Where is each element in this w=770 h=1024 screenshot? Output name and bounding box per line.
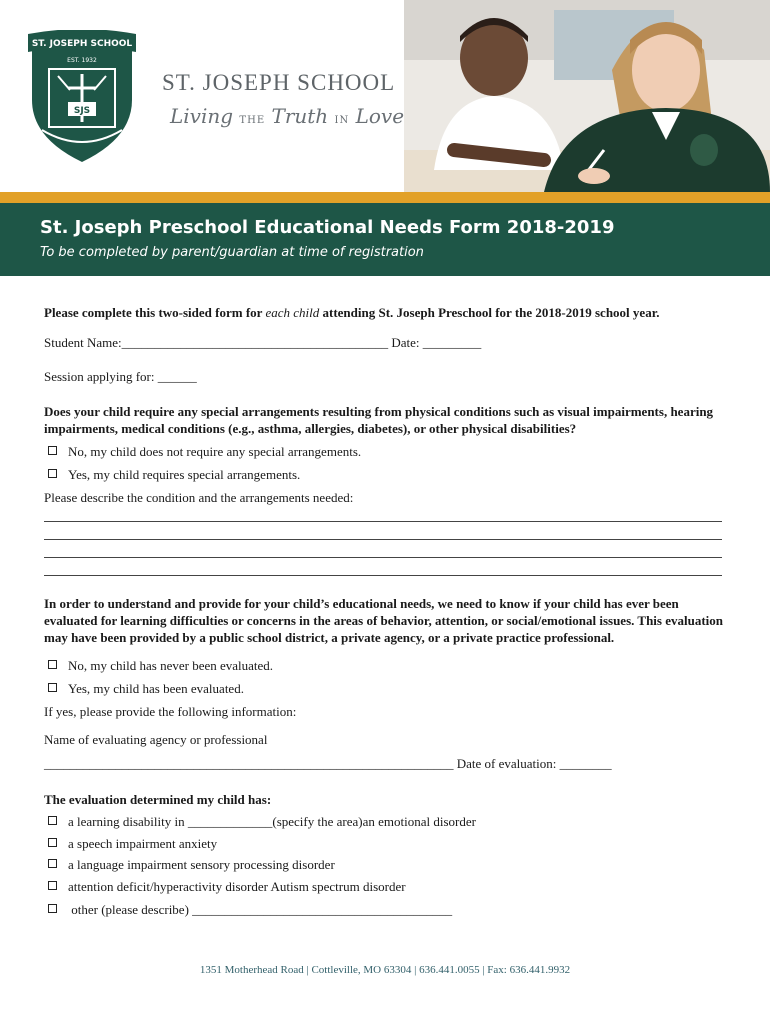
- intro-emphasis: each child: [265, 305, 320, 320]
- intro-text: [44, 305, 660, 321]
- header: [0, 0, 770, 192]
- motto-word-3: Truth: [271, 104, 329, 128]
- checkbox[interactable]: [48, 881, 57, 890]
- motto-word-2: THE: [239, 115, 266, 126]
- crest-monogram: SJS: [73, 106, 91, 116]
- answer-line-1[interactable]: [44, 521, 722, 522]
- checkbox[interactable]: [48, 683, 57, 692]
- option-never-evaluated[interactable]: [48, 658, 273, 674]
- motto-word-4: IN: [334, 115, 350, 126]
- agency-date-field[interactable]: _______________________________________________________________ Date of evaluation: ________: [44, 756, 612, 771]
- option-speech-impairment[interactable]: [48, 836, 217, 852]
- option-label: Yes, my child requires special arrangements.: [68, 467, 301, 482]
- orange-accent-bar: [0, 192, 770, 203]
- answer-line-2[interactable]: [44, 539, 722, 540]
- option-label: a speech impairment anxiety: [68, 836, 218, 851]
- question-physical-conditions: Does your child require any special arrangements resulting from physical conditions such as visual impairments, hearing impairments, medical conditions (e.g., asthma, allergies, diabetes), or other physical disabilities?: [44, 404, 714, 436]
- intro-part-1: Please complete this two-sided form for: [44, 305, 266, 320]
- school-motto: [170, 104, 404, 128]
- students-photo: [404, 0, 770, 192]
- checkbox[interactable]: [48, 859, 57, 868]
- option-yes-arrangements[interactable]: [48, 467, 300, 483]
- session-field[interactable]: Session applying for: ______: [44, 369, 197, 384]
- school-name: ST. JOSEPH SCHOOL: [162, 70, 396, 95]
- intro-part-2: attending St. Joseph Preschool for the 2018-2019 school year.: [319, 305, 660, 320]
- option-label: No, my child has never been evaluated.: [68, 658, 274, 673]
- if-yes-text: If yes, please provide the following information:: [44, 704, 297, 719]
- motto-word-1: Living: [170, 104, 234, 128]
- checkbox[interactable]: [48, 816, 57, 825]
- title-band: [0, 203, 770, 276]
- option-other[interactable]: [48, 902, 452, 918]
- option-label: a learning disability in _____________(specify the area)an emotional disorder: [68, 814, 476, 829]
- determined-heading: The evaluation determined my child has:: [44, 792, 272, 807]
- option-has-been-evaluated[interactable]: [48, 681, 244, 697]
- option-language-impairment[interactable]: [48, 857, 335, 873]
- answer-line-3[interactable]: [44, 557, 722, 558]
- option-label: other (please describe) ________________________________________: [68, 902, 453, 917]
- option-no-arrangements[interactable]: [48, 444, 361, 460]
- answer-line-4[interactable]: [44, 575, 722, 576]
- form-title: St. Joseph Preschool Educational Needs Form 2018-2019: [40, 217, 615, 238]
- option-label: attention deficit/hyperactivity disorder Autism spectrum disorder: [68, 879, 406, 894]
- option-label: a language impairment sensory processing disorder: [68, 857, 335, 872]
- checkbox[interactable]: [48, 469, 57, 478]
- checkbox[interactable]: [48, 660, 57, 669]
- form-subtitle: To be completed by parent/guardian at time of registration: [40, 245, 424, 260]
- describe-prompt: Please describe the condition and the arrangements needed:: [44, 490, 354, 505]
- crest-est-text: EST. 1932: [67, 57, 97, 64]
- agency-label: Name of evaluating agency or professional: [44, 732, 268, 747]
- option-adhd[interactable]: [48, 879, 406, 895]
- question-evaluation: In order to understand and provide for your child’s educational needs, we need to know if your child has ever been evaluated for learning difficulties or concerns in the areas of behavior, attention, or social/emotional issues. This evaluation may have been provided by a public school district, a private agency, or a private practice professional.: [44, 596, 724, 645]
- option-label: No, my child does not require any special arrangements.: [68, 444, 362, 459]
- checkbox[interactable]: [48, 904, 57, 913]
- motto-word-5: Love: [355, 104, 405, 128]
- checkbox[interactable]: [48, 838, 57, 847]
- checkbox[interactable]: [48, 446, 57, 455]
- crest-banner-text: ST. JOSEPH SCHOOL: [31, 39, 133, 49]
- footer-contact: 1351 Motherhead Road | Cottleville, MO 63304 | 636.441.0055 | Fax: 636.441.9932: [199, 964, 571, 976]
- option-learning-disability[interactable]: [48, 814, 476, 830]
- option-label: Yes, my child has been evaluated.: [68, 681, 244, 696]
- school-crest: [28, 30, 136, 164]
- student-name-field[interactable]: Student Name:_________________________________________ Date: _________: [44, 335, 482, 350]
